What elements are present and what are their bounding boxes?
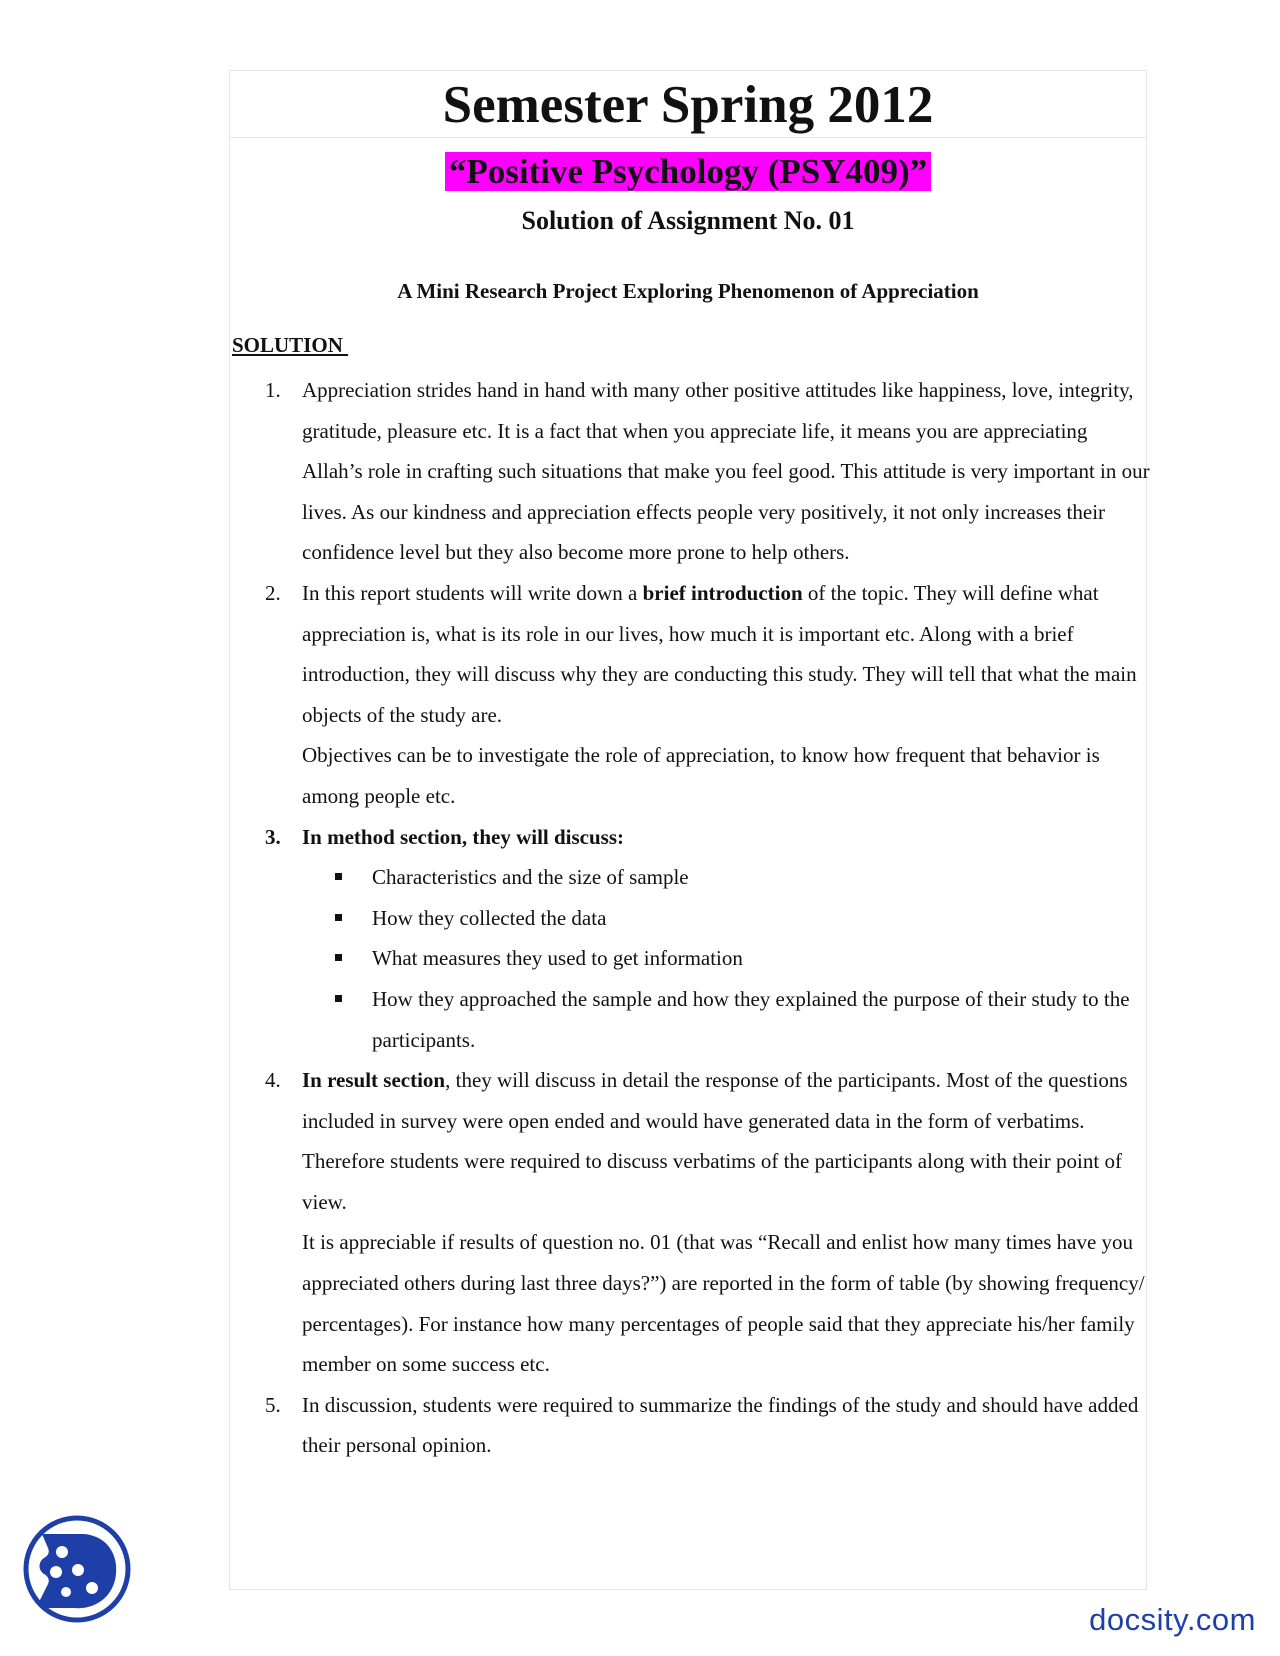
assignment-subtitle: Solution of Assignment No. 01 <box>521 206 855 235</box>
item-text: , they will discuss in detail the response of the participants. Most of the questions included in survey were open ended and would have generated data in the form of verbatims. Therefore students were required to discuss verbatims of the participants along with their point of view. <box>302 1068 1128 1214</box>
solution-heading: SOLUTION <box>232 333 349 357</box>
project-title: A Mini Research Project Exploring Phenomenon of Appreciation <box>397 279 979 303</box>
item-bold-text: In result section <box>302 1068 446 1093</box>
item-bold-text: brief introduction <box>642 580 803 605</box>
square-bullet-icon <box>335 914 342 921</box>
bullet-text: How they collected the data <box>372 905 607 930</box>
square-bullet-icon <box>335 873 342 880</box>
item-extra-paragraph: Objectives can be to investigate the role of appreciation, to know how frequent that behavior is among people etc. <box>302 743 1100 808</box>
item-number: 4. <box>265 1068 281 1093</box>
bullet-item <box>302 857 1150 898</box>
solution-content <box>232 370 1150 1466</box>
bullet-text: How they approached the sample and how they explained the purpose of their study to the participants. <box>372 986 1130 1052</box>
bullet-text: What measures they used to get information <box>372 946 743 971</box>
course-title-highlight: “Positive Psychology (PSY409)” <box>445 152 931 191</box>
item-text: of the topic. They will define what appreciation is, what is its role in our lives, how much it is important etc. Along with a brief introduction, they will discuss why they are conducting this study. They will tell that what the main objects of the study are. <box>302 580 1137 727</box>
item-number: 3. <box>265 824 281 849</box>
bullet-item <box>302 898 1150 939</box>
item-number: 2. <box>265 580 281 605</box>
item-text: Appreciation strides hand in hand with many other positive attitudes like happiness, love, integrity, gratitude, pleasure etc. It is a fact that when you appreciate life, it means you are appreciating Allah’s role in crafting such situations that make you feel good. This attitude is very important in our lives. As our kindness and appreciation effects people very positively, it not only increases their confidence level but they also become more prone to help others. <box>302 378 1150 565</box>
docsity-logo-svg <box>22 1514 132 1624</box>
document-title: Semester Spring 2012 <box>442 76 934 134</box>
item-number: 5. <box>265 1392 281 1417</box>
item-number: 1. <box>265 378 281 402</box>
list-item <box>232 1060 1150 1385</box>
course-title <box>0 151 1280 193</box>
item-text: In this report students will write down a <box>302 580 643 605</box>
bullet-text: Characteristics and the size of sample <box>372 865 689 890</box>
item-extra-paragraph: It is appreciable if results of question no. 01 (that was “Recall and enlist how many times have you appreciated others during last three days?”) are reported in the form of table (by showing frequency/ percentages). For instance how many percentages of people said that they appreciate his/her family member on some success etc. <box>302 1230 1145 1377</box>
bullet-item <box>302 979 1150 1060</box>
solution-list <box>232 370 1150 1466</box>
list-item <box>232 1385 1150 1466</box>
list-item <box>232 817 1150 1061</box>
item-text: In discussion, students were required to summarize the findings of the study and should have added their personal opinion. <box>302 1392 1139 1458</box>
method-bullet-list <box>302 857 1150 1060</box>
docsity-logo-icon[interactable] <box>22 1514 132 1624</box>
square-bullet-icon <box>335 954 342 961</box>
item-heading: In method section, they will discuss: <box>302 824 625 849</box>
list-item <box>232 370 1150 573</box>
list-item <box>232 573 1150 817</box>
square-bullet-icon <box>335 995 342 1002</box>
bullet-item <box>302 938 1150 979</box>
docsity-brand-link[interactable]: docsity.com <box>1089 1602 1256 1637</box>
